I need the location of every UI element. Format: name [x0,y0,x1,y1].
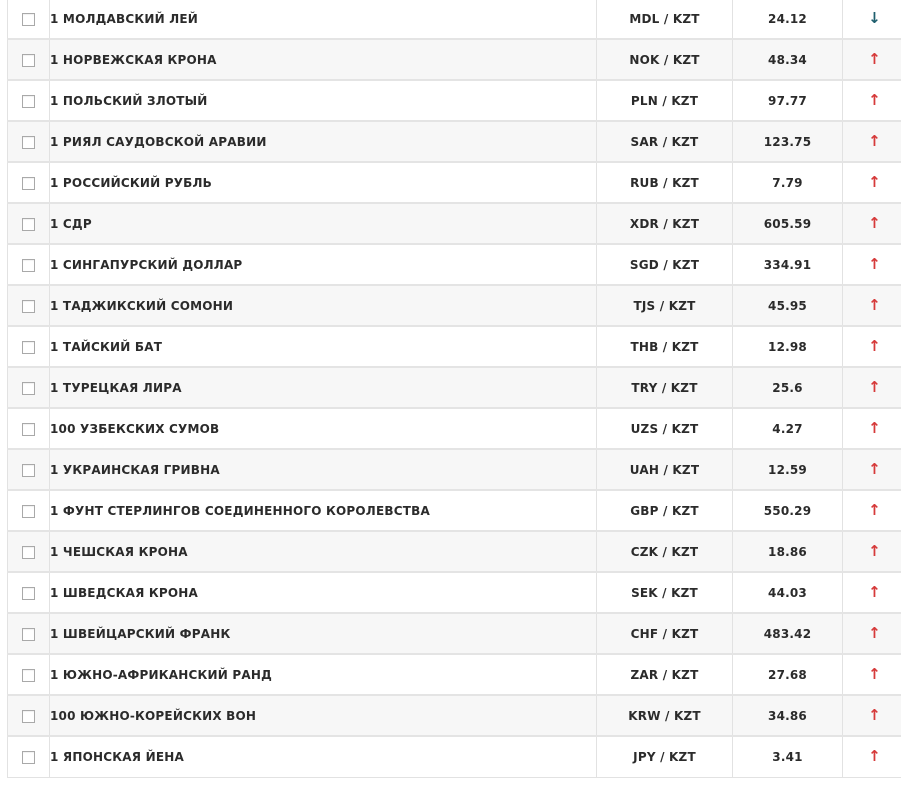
arrow-up-icon: ↑ [868,583,881,601]
trend-cell [843,326,901,367]
trend-cell [843,203,901,244]
trend-cell [843,572,901,613]
currency-pair: CHF / KZT [597,613,733,654]
exchange-rate: 4.27 [733,408,843,449]
arrow-up-icon: ↑ [868,419,881,437]
currency-rates-table [7,0,901,778]
row-checkbox[interactable] [22,136,35,149]
row-select-cell [8,162,50,203]
exchange-rate: 25.6 [733,367,843,408]
row-checkbox[interactable] [22,464,35,477]
currency-pair: SAR / KZT [597,121,733,162]
row-select-cell [8,654,50,695]
currency-name: 1 ПОЛЬСКИЙ ЗЛОТЫЙ [50,80,597,121]
trend-cell [843,39,901,80]
currency-pair: PLN / KZT [597,80,733,121]
row-checkbox[interactable] [22,218,35,231]
row-select-cell [8,285,50,326]
arrow-up-icon: ↑ [868,542,881,560]
currency-name: 1 РОССИЙСКИЙ РУБЛЬ [50,162,597,203]
exchange-rate: 3.41 [733,736,843,777]
trend-cell [843,531,901,572]
currency-pair: MDL / KZT [597,0,733,39]
currency-rates-table-body [8,0,901,777]
arrow-up-icon: ↑ [868,706,881,724]
currency-pair: GBP / KZT [597,490,733,531]
row-checkbox[interactable] [22,382,35,395]
row-select-cell [8,449,50,490]
currency-pair: KRW / KZT [597,695,733,736]
table-row [8,613,901,654]
arrow-up-icon: ↑ [868,337,881,355]
currency-name: 1 ЮЖНО-АФРИКАНСКИЙ РАНД [50,654,597,695]
row-checkbox[interactable] [22,669,35,682]
currency-name: 1 СИНГАПУРСКИЙ ДОЛЛАР [50,244,597,285]
exchange-rate: 483.42 [733,613,843,654]
arrow-up-icon: ↑ [868,624,881,642]
table-row [8,285,901,326]
currency-name: 100 ЮЖНО-КОРЕЙСКИХ ВОН [50,695,597,736]
table-row [8,80,901,121]
row-select-cell [8,695,50,736]
trend-cell [843,285,901,326]
table-row [8,326,901,367]
currency-pair: UAH / KZT [597,449,733,490]
exchange-rate: 550.29 [733,490,843,531]
arrow-up-icon: ↑ [868,460,881,478]
table-row [8,121,901,162]
row-checkbox[interactable] [22,710,35,723]
row-checkbox[interactable] [22,505,35,518]
currency-pair: NOK / KZT [597,39,733,80]
trend-cell [843,490,901,531]
currency-pair: UZS / KZT [597,408,733,449]
table-row [8,736,901,777]
currency-name: 1 РИЯЛ САУДОВСКОЙ АРАВИИ [50,121,597,162]
trend-cell [843,121,901,162]
trend-cell [843,408,901,449]
exchange-rate: 7.79 [733,162,843,203]
currency-name: 1 ШВЕЙЦАРСКИЙ ФРАНК [50,613,597,654]
table-row [8,531,901,572]
row-select-cell [8,736,50,777]
currency-name: 1 НОРВЕЖСКАЯ КРОНА [50,39,597,80]
arrow-up-icon: ↑ [868,501,881,519]
exchange-rate: 34.86 [733,695,843,736]
exchange-rate: 45.95 [733,285,843,326]
currency-pair: TRY / KZT [597,367,733,408]
row-checkbox[interactable] [22,54,35,67]
arrow-up-icon: ↑ [868,50,881,68]
currency-pair: ZAR / KZT [597,654,733,695]
table-row [8,367,901,408]
table-row [8,572,901,613]
trend-cell [843,244,901,285]
currency-pair: TJS / KZT [597,285,733,326]
arrow-up-icon: ↑ [868,747,881,766]
arrow-down-icon: ↓ [868,9,881,27]
row-select-cell [8,244,50,285]
exchange-rate: 605.59 [733,203,843,244]
trend-cell [843,449,901,490]
exchange-rate: 27.68 [733,654,843,695]
table-row [8,39,901,80]
arrow-up-icon: ↑ [868,173,881,191]
currency-pair: JPY / KZT [597,736,733,777]
currency-name: 1 ЧЕШСКАЯ КРОНА [50,531,597,572]
row-checkbox[interactable] [22,177,35,190]
row-checkbox[interactable] [22,628,35,641]
trend-cell [843,736,901,777]
exchange-rate: 97.77 [733,80,843,121]
table-row [8,408,901,449]
row-select-cell [8,80,50,121]
exchange-rate: 12.59 [733,449,843,490]
arrow-up-icon: ↑ [868,665,881,683]
table-row [8,490,901,531]
exchange-rate: 48.34 [733,39,843,80]
exchange-rate: 44.03 [733,572,843,613]
row-select-cell [8,326,50,367]
table-row [8,695,901,736]
currency-name: 1 ШВЕДСКАЯ КРОНА [50,572,597,613]
exchange-rate: 334.91 [733,244,843,285]
arrow-up-icon: ↑ [868,214,881,232]
currency-pair: SGD / KZT [597,244,733,285]
row-select-cell [8,203,50,244]
row-checkbox[interactable] [22,300,35,313]
arrow-up-icon: ↑ [868,255,881,273]
currency-pair: CZK / KZT [597,531,733,572]
exchange-rate: 12.98 [733,326,843,367]
exchange-rate: 18.86 [733,531,843,572]
row-select-cell [8,39,50,80]
row-checkbox[interactable] [22,341,35,354]
row-select-cell [8,613,50,654]
trend-cell [843,80,901,121]
row-checkbox[interactable] [22,587,35,600]
row-select-cell [8,121,50,162]
currency-name: 1 УКРАИНСКАЯ ГРИВНА [50,449,597,490]
trend-cell [843,613,901,654]
table-row [8,162,901,203]
currency-name: 1 ТУРЕЦКАЯ ЛИРА [50,367,597,408]
row-select-cell [8,572,50,613]
table-row [8,244,901,285]
row-checkbox[interactable] [22,13,35,26]
arrow-up-icon: ↑ [868,296,881,314]
trend-cell [843,654,901,695]
row-select-cell [8,0,50,39]
row-select-cell [8,490,50,531]
exchange-rate: 24.12 [733,0,843,39]
currency-name: 1 ФУНТ СТЕРЛИНГОВ СОЕДИНЕННОГО КОРОЛЕВСТВА [50,490,597,531]
currency-name: 1 СДР [50,203,597,244]
row-checkbox[interactable] [22,546,35,559]
trend-cell [843,695,901,736]
table-row [8,449,901,490]
row-checkbox[interactable] [22,95,35,108]
trend-cell [843,367,901,408]
currency-name: 1 ТАЙСКИЙ БАТ [50,326,597,367]
table-row [8,203,901,244]
row-select-cell [8,531,50,572]
trend-cell [843,0,901,39]
currency-pair: SEK / KZT [597,572,733,613]
row-select-cell [8,408,50,449]
arrow-up-icon: ↑ [868,132,881,150]
arrow-up-icon: ↑ [868,91,881,109]
currency-pair: RUB / KZT [597,162,733,203]
currency-name: 100 УЗБЕКСКИХ СУМОВ [50,408,597,449]
trend-cell [843,162,901,203]
currency-name: 1 ТАДЖИКСКИЙ СОМОНИ [50,285,597,326]
row-checkbox[interactable] [22,259,35,272]
currency-name: 1 МОЛДАВСКИЙ ЛЕЙ [50,0,597,39]
row-select-cell [8,367,50,408]
table-row [8,0,901,39]
row-checkbox[interactable] [22,423,35,436]
table-row [8,654,901,695]
arrow-up-icon: ↑ [868,378,881,396]
currency-name: 1 ЯПОНСКАЯ ЙЕНА [50,736,597,777]
currency-pair: THB / KZT [597,326,733,367]
currency-pair: XDR / KZT [597,203,733,244]
row-checkbox[interactable] [22,751,35,764]
exchange-rate: 123.75 [733,121,843,162]
